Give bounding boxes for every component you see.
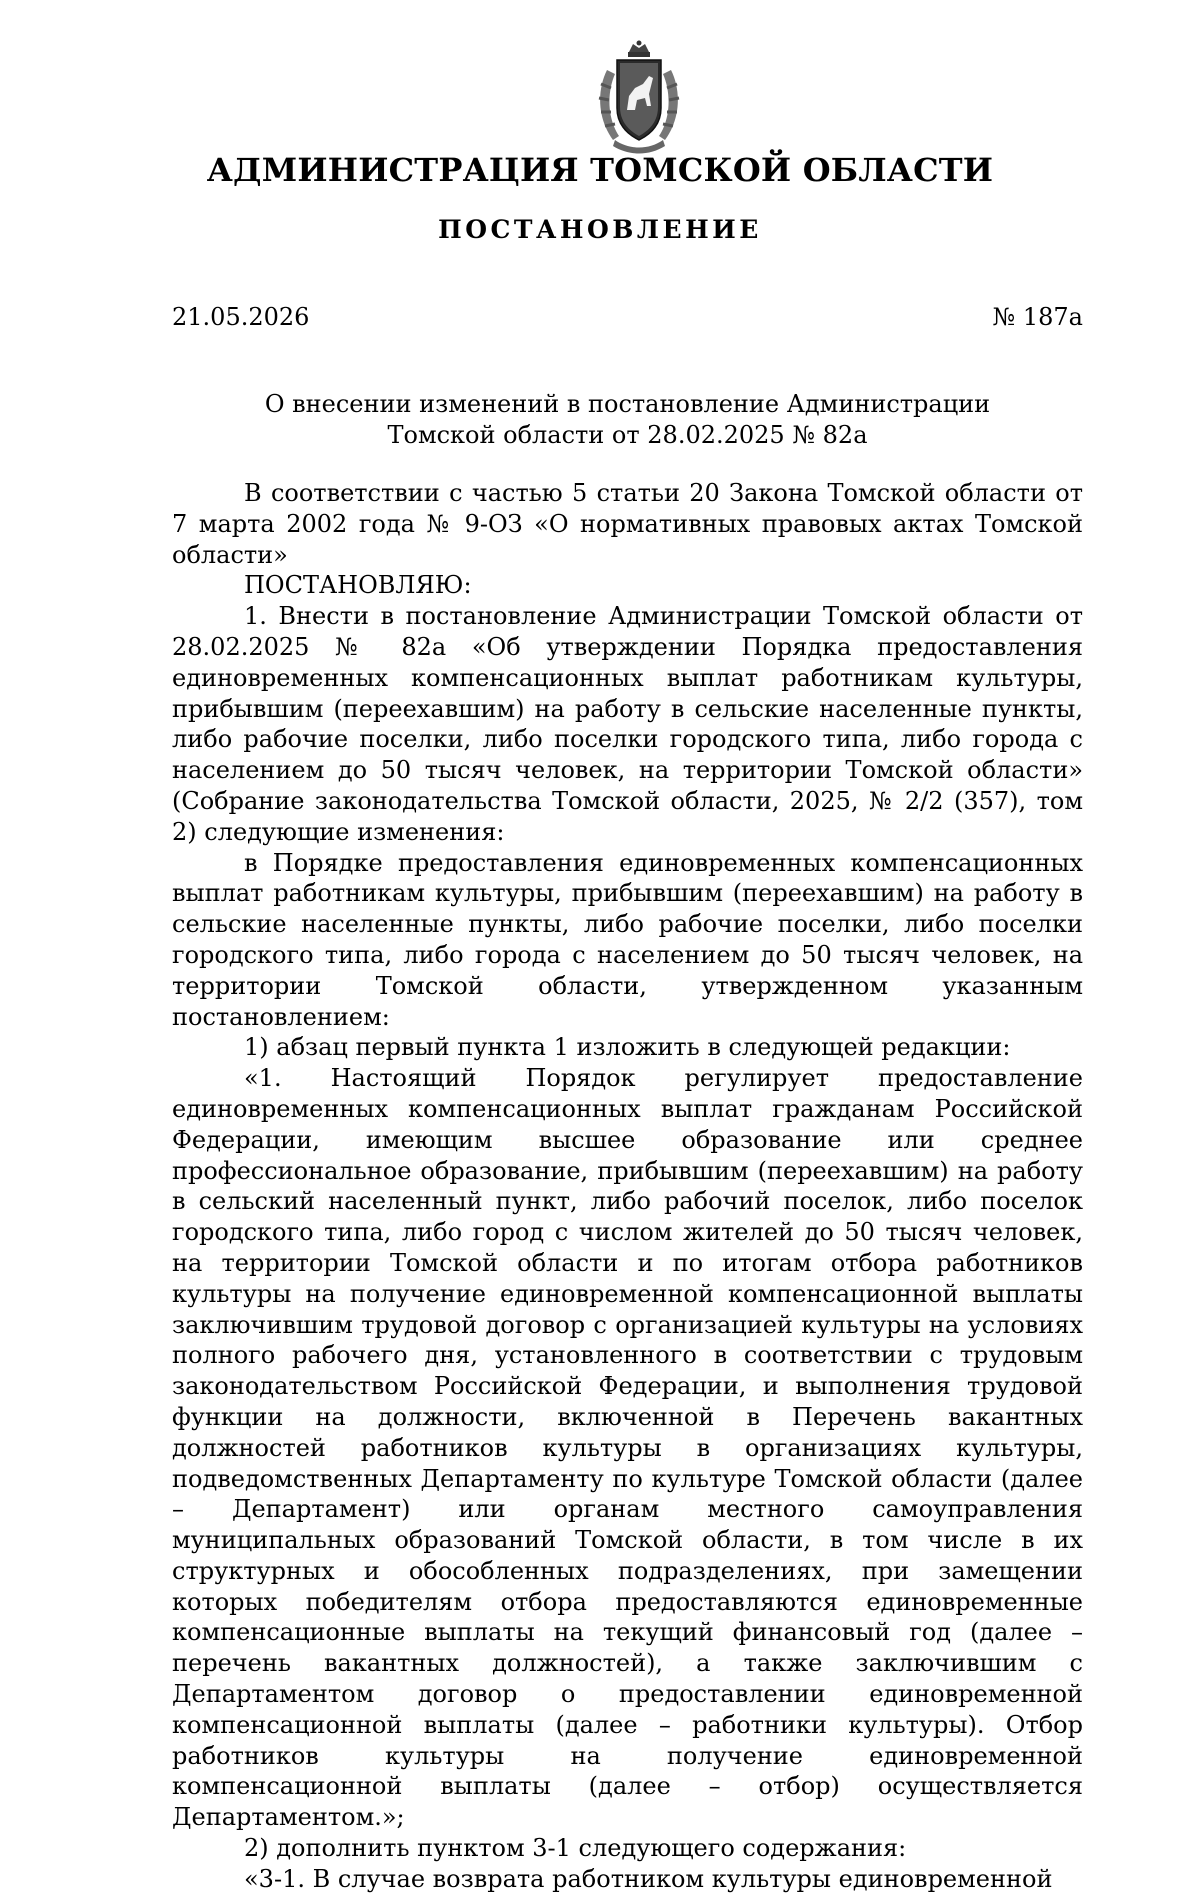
document-date: 21.05.2026 [172,303,310,331]
body-paragraph-resolve: ПОСТАНОВЛЯЮ: [244,571,472,600]
document-type-title: ПОСТАНОВЛЕНИЕ [438,215,762,244]
body-paragraph-item-1: 1. Внести в постановление Администрации Томской области от 28.02.2025 № 82а «Об утверждении Порядка предоставления единовременных компенсационных выплат работникам культуры, прибывшим (переехавшим) на работу в сельские населенные пункты, либо рабочие поселки, либо поселки городского типа, либо города с населением до 50 тысяч человек, на территории Томской области» (Собрание законодательства Томской области, 2025, № 2/2 (357), том 2) следующие изменения: [172,602,1083,846]
body-paragraph-subitem-1: 1) абзац первый пункта 1 изложить в следующей редакции: [244,1033,1011,1062]
document-subject [172,389,1083,451]
body-paragraph-subitem-2: 2) дополнить пунктом 3-1 следующего содержания: [244,1834,907,1863]
document-body [172,478,1083,1895]
body-paragraph-basis: В соответствии с частью 5 статьи 20 Закона Томской области от 7 марта 2002 года № 9-ОЗ «О нормативных правовых актах Томской области» [172,479,1083,569]
subject-line-1: О внесении изменений в постановление Администрации [264,390,991,418]
body-paragraph-quote-1: «1. Настоящий Порядок регулирует предоставление единовременных компенсационных выплат гражданам Российской Федерации, имеющим высшее образование или среднее профессиональное образование, прибывшим (переехавшим) на работу в сельский населенный пункт, либо рабочий поселок, либо поселок городского типа, либо город с числом жителей до 50 тысяч человек, на территории Томской области и по итогам отбора работников культуры на получение единовременной компенсационной выплаты заключившим трудовой договор с организацией культуры на условиях полного рабочего дня, установленного в соответствии с трудовым законодательством Российской Федерации, и выполнения трудовой функции на должности, включенной в Перечень вакантных должностей работников культуры в организациях культуры, подведомственных Департаменту по культуре Томской области (далее – Департамент) или органам местного самоуправления муниципальных образований Томской области, в том числе в их структурных и обособленных подразделениях, при замещении которых победителям отбора предоставляются единовременные компенсационные выплаты на текущий финансовый год (далее – перечень вакантных должностей), а также заключившим с Департаментом договор о предоставлении единовременной компенсационной выплаты (далее – работники культуры). Отбор работников культуры на получение единовременной компенсационной выплаты (далее – отбор) осуществляется Департаментом.»; [172,1064,1083,1832]
body-paragraph-quote-3-1: «3-1. В случае возврата работником культуры единовременной [244,1864,1053,1893]
organization-title: АДМИНИСТРАЦИЯ ТОМСКОЙ ОБЛАСТИ [206,151,994,189]
tomsk-region-coat-of-arms-icon [585,40,693,156]
body-paragraph-order: в Порядке предоставления единовременных компенсационных выплат работникам культуры, прибывшим (переехавшим) на работу в сельские населенные пункты, либо рабочие поселки, либо поселки городского типа, либо города с населением до 50 тысяч человек, на территории Томской области, утвержденном указанным постановлением: [172,848,1083,1031]
document-number: № 187а [992,303,1083,331]
subject-line-2: Томской области от 28.02.2025 № 82а [387,421,868,449]
